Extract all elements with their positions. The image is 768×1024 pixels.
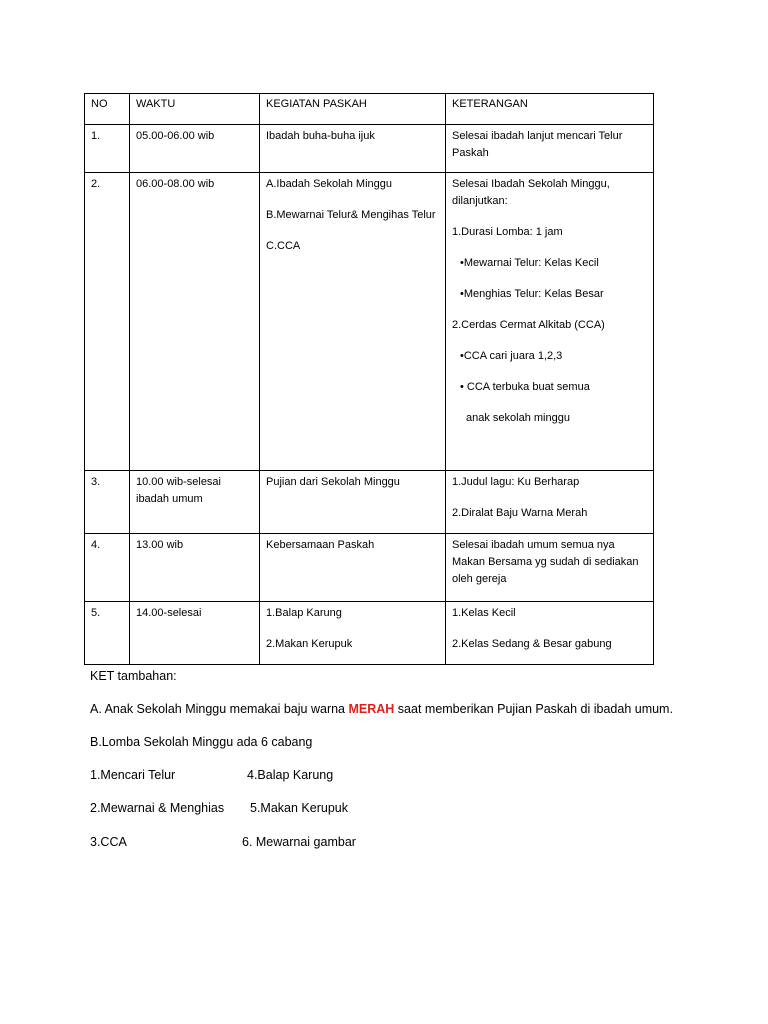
table-row	[85, 173, 654, 471]
cell-activity: Ibadah buha-buha ijuk	[260, 125, 446, 173]
list-item: 5.Makan Kerupuk	[250, 801, 348, 815]
header-time: WAKTU	[130, 94, 260, 125]
cell-time: 05.00-06.00 wib	[130, 125, 260, 173]
cell-note: 1.Judul lagu: Ku Berharap 2.Diralat Baju Warna Merah	[446, 471, 654, 534]
cell-note: 1.Kelas Kecil 2.Kelas Sedang & Besar gabung	[446, 602, 654, 665]
list-item: 3.CCA	[90, 835, 127, 849]
table-row	[85, 602, 654, 665]
cell-time: 14.00-selesai	[130, 602, 260, 665]
cell-time: 06.00-08.00 wib	[130, 173, 260, 471]
list-item: 4.Balap Karung	[247, 768, 334, 782]
table-row	[85, 125, 654, 173]
cell-note: Selesai Ibadah Sekolah Minggu, dilanjutkan: 1.Durasi Lomba: 1 jam •Mewarnai Telur: Kelas Kecil •Menghias Telur: Kelas Besar 2.Cerdas Cermat Alkitab (CCA) •CCA cari juara 1,2,3 • CCA terbuka buat semua anak sekolah minggu	[446, 173, 654, 471]
table-row	[85, 534, 654, 602]
cell-activity: A.Ibadah Sekolah Minggu B.Mewarnai Telur& Mengihas Telur C.CCA	[260, 173, 446, 471]
cell-no: 4.	[85, 534, 130, 602]
header-activity: KEGIATAN PASKAH	[260, 94, 446, 125]
table-row	[85, 471, 654, 534]
cell-no: 2.	[85, 173, 130, 471]
cell-time: 10.00 wib-selesai ibadah umum	[130, 471, 260, 534]
note-a-suffix: saat memberikan Pujian Paskah di ibadah umum.	[394, 702, 673, 716]
table-header-row	[85, 94, 654, 125]
note-point-b: B.Lomba Sekolah Minggu ada 6 cabang	[90, 735, 313, 749]
easter-schedule-table	[84, 93, 654, 665]
list-item: 1.Mencari Telur	[90, 768, 176, 782]
note-a-prefix: A. Anak Sekolah Minggu memakai baju warna	[90, 702, 349, 716]
header-no: NO	[85, 94, 130, 125]
cell-activity: Kebersamaan Paskah	[260, 534, 446, 602]
header-note: KETERANGAN	[446, 94, 654, 125]
list-item: 2.Mewarnai & Menghias	[90, 801, 225, 815]
cell-no: 5.	[85, 602, 130, 665]
cell-note: Selesai ibadah lanjut mencari Telur Paskah	[446, 125, 654, 173]
cell-activity: Pujian dari Sekolah Minggu	[260, 471, 446, 534]
list-item: 6. Mewarnai gambar	[242, 835, 356, 849]
note-a-highlight: MERAH	[348, 702, 395, 716]
cell-no: 1.	[85, 125, 130, 173]
note-point-a	[90, 699, 673, 719]
cell-time: 13.00 wib	[130, 534, 260, 602]
cell-note: Selesai ibadah umum semua nya Makan Bersama yg sudah di sediakan oleh gereja	[446, 534, 654, 602]
cell-no: 3.	[85, 471, 130, 534]
cell-activity: 1.Balap Karung 2.Makan Kerupuk	[260, 602, 446, 665]
notes-heading: KET tambahan:	[90, 669, 177, 683]
